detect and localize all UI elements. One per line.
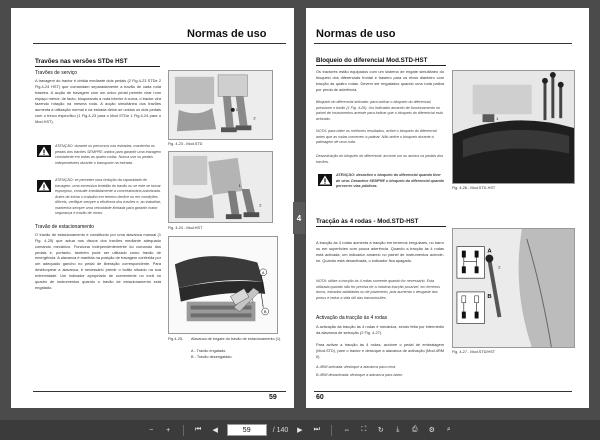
caption-fig-4-23: Fig. 4-23 - Mod.STD xyxy=(168,142,203,146)
4wd-note: NOTA: utilize a tracção às 4 rodas somente quando for necessário. Esta utilizada quando não for precisa ter a máxima tracção possível, em terrenos duros, estradas asfaltadas ou de pavimento, pois aumenta o desgaste dos pneus e reduz a vida útil das transmissões. xyxy=(316,279,441,300)
fullscreen-icon[interactable]: ⛶ xyxy=(361,426,367,433)
print-icon[interactable]: ⎙ xyxy=(411,426,418,433)
subsection-service-brakes: Travões de serviço xyxy=(35,70,78,76)
diff-lock-text: Os tractores estão equipados com um sistema de engate simultâneo do bloqueio dos diferenciais frontal e traseiro para os eixos dianteiro com tracção às quatro rodas. Devem ser engatados quando uma roda patina por perda de aderência. xyxy=(316,69,444,92)
svg-text:1: 1 xyxy=(496,116,499,122)
warning-braking-capacity: ATENÇÃO: se perceber uma redução da capacidade de travagem, uma excessiva lentidão do travão ou se este se tornar esponjoso, consulte imediatamente a concessionária autorizada. Antes de iniciar o trabalho em terreno declive ou em condições difíceis, verifique sempre a eficiência dos travões e, ao trabalhar, mantenha sempre uma velocidade limitada para garantir maior segurança e travão de motor. xyxy=(55,178,161,216)
footer-rule xyxy=(314,391,572,392)
rotate-icon[interactable]: ↻ xyxy=(377,427,384,434)
caption-fig-4-25-a: A - Travão engatado. xyxy=(191,349,227,353)
section-rule xyxy=(316,226,446,227)
footer-rule xyxy=(33,391,286,392)
svg-text:1: 1 xyxy=(238,183,241,188)
page-total-label: / 140 xyxy=(272,426,289,434)
page-header-title: Normas de uso xyxy=(316,28,396,40)
fit-width-icon[interactable]: ⇔ xyxy=(343,426,351,434)
header-rule xyxy=(314,43,572,44)
section-rule xyxy=(35,66,160,67)
figure-4-25 xyxy=(168,236,278,334)
warning-icon xyxy=(37,145,51,157)
caption-fig-4-25: Fig.4-25. xyxy=(168,337,183,341)
caption-fig-4-24: Fig. 4-24 - Mod.HST xyxy=(168,226,203,230)
tools-icon[interactable]: ⚙ xyxy=(428,427,435,434)
figure-4-23 xyxy=(168,70,273,140)
download-icon[interactable]: ⤓ xyxy=(396,426,400,433)
subsection-4wd-activation: Activação da tracção às 4 rodas xyxy=(316,315,388,321)
svg-text:2: 2 xyxy=(259,202,262,208)
caption-fig-4-26: Fig. 4-26 - Mod.STD-HST xyxy=(452,186,496,190)
diff-lock-warning: ATENÇÃO: desactive o bloqueio do diferencial quando tiver de virar. Desactive SEMPRE o bloqueio do diferencial quando percorrer vias públicas. xyxy=(336,173,444,189)
figure-4-24 xyxy=(168,151,273,223)
svg-text:B: B xyxy=(487,293,492,300)
toolbar-separator xyxy=(183,425,184,436)
section-title-4wd: Tracção às 4 rodas - Mod.STD-HST xyxy=(316,218,419,225)
4wd-activation-text: A activação da tracção às 4 rodas é mecânica, sendo feita por intermédio da alavanca de selecção (2 Fig. 4-27). xyxy=(316,324,444,335)
svg-text:1: 1 xyxy=(235,106,238,112)
subsection-parking-brake: Travão de estacionamento xyxy=(35,224,95,230)
page-header-title: Normas de uso xyxy=(187,28,267,40)
4wd-text: A tracção às 4 rodas aumenta a tracção em terrenos irregulares, no barro ou em superfícies com pouca aderência. Quando a tracção às 4 rodas está activada, um indicador amarelo no painel de instrumentos acende-se. Quando está desactivada, o indicador fica apagado. xyxy=(316,240,444,263)
4wd-steps-text: Para activar a tracção às 4 rodas, accione o pedal de embraiagem (Mod.STD), pare o tractor e desloque a alavanca de activação (Mod.4RM II). xyxy=(316,342,444,359)
page-number-input[interactable] xyxy=(227,424,267,436)
svg-text:A: A xyxy=(261,269,265,275)
page-number: 60 xyxy=(316,394,324,401)
search-icon[interactable]: ⌕ xyxy=(446,426,451,433)
parking-brake-text: O travão de estacionamento é constituído por uma alavanca manual (1 Fig. 4-25) que actua nos discos dos travões mediante adequado comando mecânico. Funciona independentemente do comando dos pedais e, portanto, também pode ser utilizado como travão de emergência. A alavanca é mantida na posição de travagem conferida por um adequado gancho no pedal de liberação correspondente. Para desbloquear a alavanca, é necessário premir o botão situado na sua extremidade. Um indicador apropriado de conveniente no ecrã no quadro de instrumentos quando o travão de estacionamento está engatado. xyxy=(35,232,161,290)
left-page xyxy=(11,8,294,408)
caption-fig-4-25-b: B - Travão desengatado. xyxy=(191,355,233,359)
section-title-brakes: Travões nas versões STDe HST xyxy=(35,58,128,65)
section-title-diff-lock: Bloqueio do diferencial Mod.STD-HST xyxy=(316,57,428,64)
svg-text:2: 2 xyxy=(253,115,256,121)
header-rule xyxy=(33,43,286,44)
diff-lock-disengage: Desactivação do bloqueio do diferencial: accione um ou ambos os pedais dos travões. xyxy=(316,154,444,164)
prev-page-icon[interactable]: ◀ xyxy=(212,427,218,434)
figure-4-27 xyxy=(452,228,575,348)
toolbar-separator xyxy=(331,425,332,436)
service-brakes-text: A travagem do tractor é obtida mediante dois pedais (2 Fig.4-23 STDe 2 Fig.4-24 HST) que comandam separadamente a travão de cada roda traseira. A acção de travagem com um único pedal permite virar num espaço menor, de facto, bloqueando a roda interior à curva, o tractor vira fazendo rotação na mesma roda. A acção simultânea dos travões aumenta a utilização normal e na estrada deixe-se unidos os dois pedais com o trinco específico (1 Fig.4-23 para o Mod STDe 1 Fig.4-24 para o Mod.HST). xyxy=(35,78,161,125)
pdf-toolbar xyxy=(0,420,600,440)
chapter-tab: 4 xyxy=(293,202,305,234)
4wd-label-a: A-4RM activada: desloque a alavanca para cima xyxy=(316,365,396,369)
right-page xyxy=(306,8,589,408)
figure-4-26 xyxy=(452,70,575,184)
svg-text:B: B xyxy=(263,309,267,315)
diff-lock-engage: Bloqueio do diferencial activado: para activar o bloqueio do diferencial, pressione o botão (1 Fig. 4-26). Um indicador amarelo de funcionamento no painel de instrumentos acende para indicar que o bloqueio do diferencial está activado. xyxy=(316,100,443,121)
zoom-in-icon[interactable]: + xyxy=(166,426,171,434)
warning-road-travel: ATENÇÃO: durante os percursos nas estradas, mantenha os pedais dos travões SEMPRE unidos para garantir uma travagem consistente em todas as quatro rodas. Nunca use os pedais independentes durante o transporte na estrada. xyxy=(55,144,161,165)
warning-icon xyxy=(318,174,332,186)
page-number: 59 xyxy=(269,394,277,401)
caption-fig-4-25-desc: Alavanca de engate do travão de estacionamento (1). xyxy=(191,337,282,341)
zoom-out-icon[interactable]: − xyxy=(149,426,154,434)
caption-fig-4-27: Fig. 4-27 - Mod.STD/HST xyxy=(452,350,496,354)
svg-text:1: 1 xyxy=(251,297,254,303)
first-page-icon[interactable]: ⏮ xyxy=(195,426,202,433)
4wd-label-b: B-4RM desactivada: desloque a alavanca para baixo xyxy=(316,373,403,377)
svg-text:A: A xyxy=(487,248,492,255)
last-page-icon[interactable]: ⏭ xyxy=(313,426,320,433)
warning-icon xyxy=(37,180,51,192)
next-page-icon[interactable]: ▶ xyxy=(297,427,303,434)
diff-lock-note: NOTA: para obter os melhores resultados, active o bloqueio do diferencial antes que as rodas comecem a patinar. Não active o bloqueio durante a patinagem de uma roda. xyxy=(316,129,437,145)
section-rule xyxy=(316,65,446,66)
svg-text:2: 2 xyxy=(498,264,501,270)
